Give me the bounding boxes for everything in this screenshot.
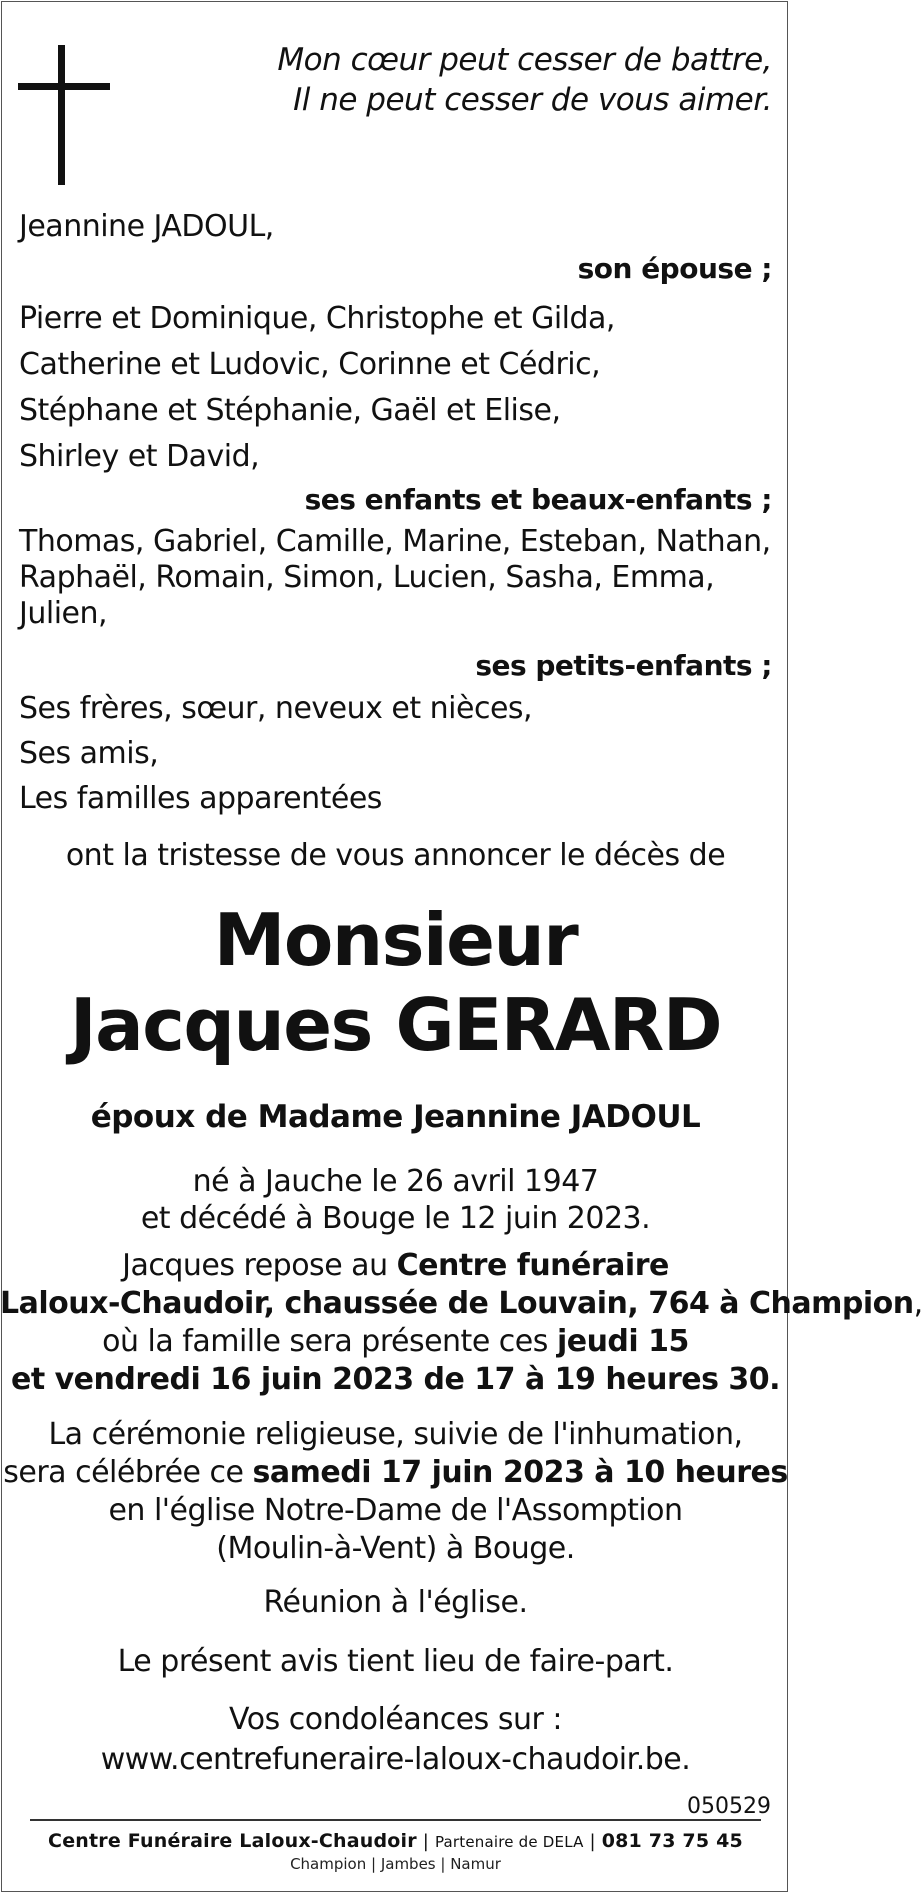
repose-place: Centre funéraire: [396, 1248, 669, 1283]
funeral-home-name: Centre Funéraire Laloux-Chaudoir: [48, 1830, 417, 1852]
repose-comma: ,: [913, 1286, 923, 1321]
other-family-line: Ses frères, sœur, neveux et nièces,: [19, 691, 533, 726]
announcement: ont la tristesse de vous annoncer le décès de: [65, 838, 726, 873]
condolences-website[interactable]: www.centrefuneraire-laloux-chaudoir.be.: [100, 1742, 691, 1777]
children-label-section: [19, 478, 772, 522]
dates-section: [0, 1163, 791, 1237]
deceased-title: Monsieur: [213, 898, 578, 982]
children-section: [19, 296, 772, 480]
ceremony-date: samedi 17 juin 2023 à 10 heures: [252, 1455, 788, 1490]
visit-schedule: et vendredi 16 juin 2023 de 17 à 19 heures 30.: [10, 1362, 781, 1397]
other-family-line: Les familles apparentées: [19, 781, 382, 816]
partner-text: Partenaire de DELA: [434, 1833, 584, 1851]
deceased-relation: époux de Madame Jeannine JADOUL: [90, 1099, 701, 1135]
deceased-name: Jacques GERARD: [69, 983, 722, 1067]
spouse-name: Jeannine JADOUL,: [19, 209, 274, 244]
visit-text: où la famille sera présente ces: [102, 1324, 557, 1359]
repose-address: Laloux-Chaudoir, chaussée de Louvain, 764 à Champion: [0, 1286, 914, 1321]
ceremony-church: en l'église Notre-Dame de l'Assomption: [108, 1493, 683, 1528]
ceremony-line: La cérémonie religieuse, suivie de l'inhumation,: [48, 1417, 743, 1452]
ceremony-section: [0, 1416, 791, 1568]
grandchildren-line: Julien,: [19, 596, 108, 631]
condolences-label: Vos condoléances sur :: [229, 1702, 562, 1737]
epitaph-line: Mon cœur peut cesser de battre,: [277, 42, 772, 78]
repose-section: [0, 1247, 923, 1399]
locations: Champion | Jambes | Namur: [290, 1855, 501, 1873]
children-line: Pierre et Dominique, Christophe et Gilda,: [19, 301, 615, 336]
children-line: Shirley et David,: [19, 439, 260, 474]
grandchildren-section: [19, 524, 772, 632]
grandchildren-line: Raphaël, Romain, Simon, Lucien, Sasha, Emma,: [19, 560, 715, 595]
meeting-note: Réunion à l'église.: [263, 1585, 528, 1620]
footer: Centre Funéraire Laloux-Chaudoir | Partenaire de DELA | 081 73 75 45 Champion | Jambes | Namur: [30, 1819, 761, 1873]
ceremony-text: sera célébrée ce: [3, 1455, 253, 1490]
reference-number: 050529: [687, 1794, 771, 1819]
children-line: Stéphane et Stéphanie, Gaël et Elise,: [19, 393, 561, 428]
grandchildren-label-section: [19, 644, 772, 688]
children-label: ses enfants et beaux-enfants ;: [304, 483, 772, 516]
condolences-section: [0, 1700, 791, 1780]
visit-day: jeudi 15: [556, 1324, 689, 1359]
birth-line: né à Jauche le 26 avril 1947: [192, 1164, 599, 1199]
spouse-label: son épouse ;: [577, 252, 772, 285]
death-line: et décédé à Bouge le 12 juin 2023.: [140, 1201, 651, 1236]
notice-note: Le présent avis tient lieu de faire-part.: [117, 1644, 674, 1679]
grandchildren-line: Thomas, Gabriel, Camille, Marine, Esteban, Nathan,: [19, 524, 771, 559]
children-line: Catherine et Ludovic, Corinne et Cédric,: [19, 347, 601, 382]
epitaph: [277, 40, 772, 120]
phone-number[interactable]: 081 73 75 45: [601, 1830, 743, 1852]
repose-text: Jacques repose au: [122, 1248, 397, 1283]
epitaph-line: Il ne peut cesser de vous aimer.: [293, 82, 772, 118]
spouse-section: [19, 206, 772, 290]
other-family-section: [19, 686, 772, 821]
grandchildren-label: ses petits-enfants ;: [475, 649, 772, 682]
ceremony-location: (Moulin-à-Vent) à Bouge.: [216, 1531, 575, 1566]
cross-icon: [18, 45, 110, 185]
other-family-line: Ses amis,: [19, 736, 159, 771]
